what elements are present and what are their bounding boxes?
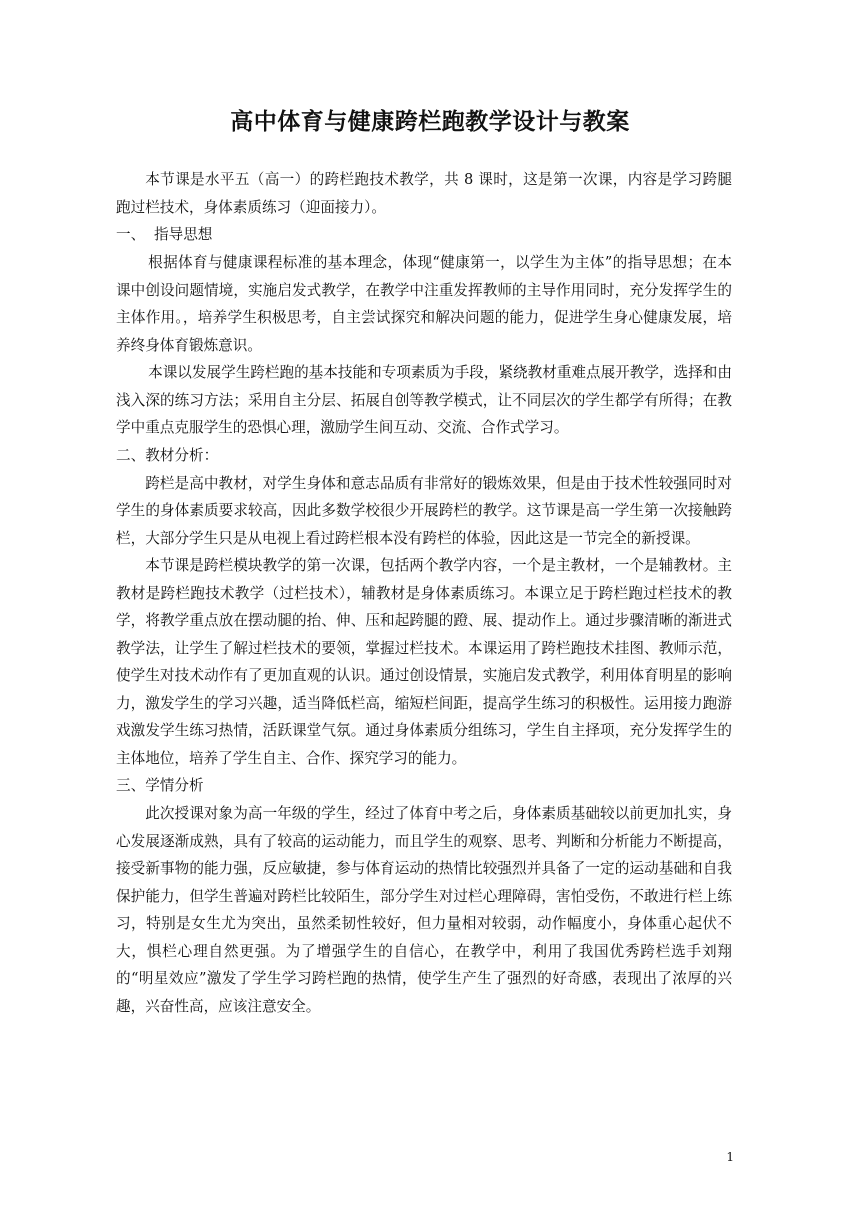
section-heading-3: 三、学情分析 <box>116 777 204 794</box>
section-number-1: 一、 <box>116 226 146 243</box>
section-1-paragraph-2: 本课以发展学生跨栏跑的基本技能和专项素质为手段，紧绕教材重难点展开教学，选择和由浅入深的练习方法；采用自主分层、拓展自创等教学模式，让不同层次的学生都学有所得；在教学中重点克服学生的恐惧心理，激励学生间互动、交流、合作式学习。 <box>116 364 732 436</box>
document-body <box>116 166 732 1020</box>
page-number: 1 <box>726 1150 734 1164</box>
section-2-paragraph-1: 跨栏是高中教材，对学生身体和意志品质有非常好的锻炼效果，但是由于技术性较强同时对学生的身体素质要求较高，因此多数学校很少开展跨栏的教学。这节课是高一学生第一次接触跨栏，大部分学生只是从电视上看过跨栏根本没有跨栏的体验，因此这是一节完全的新授课。 <box>116 474 732 547</box>
section-3-paragraph-1: 此次授课对象为高一年级的学生，经过了体育中考之后，身体素质基础较以前更加扎实，身心发展逐渐成熟，具有了较高的运动能力，而且学生的观察、思考、判断和分析能力不断提高，接受新事物的能力强，反应敏捷，参与体育运动的热情比较强烈并具备了一定的运动基础和自我保护能力，但学生普遍对跨栏比较陌生，部分学生对过栏心理障碍，害怕受伤，不敢进行栏上练习，特别是女生尤为突出，虽然柔韧性较好，但力量相对较弱，动作幅度小，身体重心起伏不大，惧栏心理自然更强。为了增强学生的自信心，在教学中，利用了我国优秀跨栏选手刘翔的“明星效应”激发了学生学习跨栏跑的热情，使学生产生了强烈的好奇感，表现出了浓厚的兴趣，兴奋性高，应该注意安全。 <box>116 805 732 1015</box>
intro-paragraph: 本节课是水平五（高一）的跨栏跑技术教学，共 8 课时，这是第一次课，内容是学习跨腿跑过栏技术，身体素质练习（迎面接力）。 <box>116 171 732 216</box>
section-heading-1 <box>116 221 732 249</box>
document-title: 高中体育与健康跨栏跑教学设计与教案 <box>230 108 630 135</box>
section-title-1: 指导思想 <box>154 226 213 243</box>
section-2-paragraph-2: 本节课是跨栏模块教学的第一次课，包括两个教学内容，一个是主教材，一个是辅教材。主教材是跨栏跑技术教学（过栏技术），辅教材是身体素质练习。本课立足于跨栏跑过栏技术的教学，将教学重点放在摆动腿的抬、伸、压和起跨腿的蹬、展、提动作上。通过步骤清晰的渐进式教学法，让学生了解过栏技术的要领，掌握过栏技术。本课运用了跨栏跑技术挂图、教师示范，使学生对技术动作有了更加直观的认识。通过创设情景，实施启发式教学，利用体育明星的影响力，激发学生的学习兴趣，适当降低栏高，缩短栏间距，提高学生练习的积极性。运用接力跑游戏激发学生练习热情，活跃课堂气氛。通过身体素质分组练习，学生自主择项，充分发挥学生的主体地位，培养了学生自主、合作、探究学习的能力。 <box>116 557 732 767</box>
section-heading-2: 二、教材分析： <box>116 446 219 464</box>
section-1-paragraph-1: 根据体育与健康课程标准的基本理念，体现“健康第一，以学生为主体”的指导思想；在本课中创设问题情境，实施启发式教学，在教学中注重发挥教师的主导作用同时，充分发挥学生的主体作用。，培养学生积极思考，自主尝试探究和解决问题的能力，促进学生身心健康发展，培养终身体育锻炼意识。 <box>116 254 732 354</box>
